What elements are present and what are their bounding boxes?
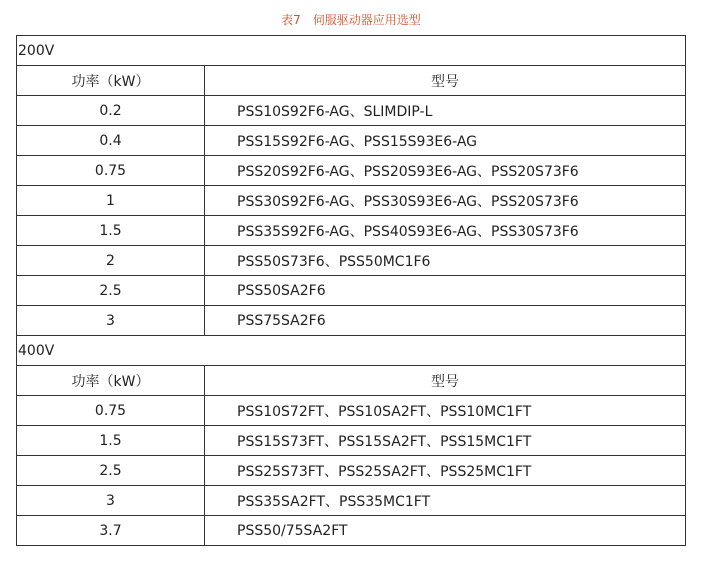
power-cell: 2: [17, 246, 205, 276]
model-cell: PSS15S92F6-AG、PSS15S93E6-AG: [205, 126, 686, 156]
section-row: [17, 36, 686, 66]
power-cell: 1.5: [17, 216, 205, 246]
model-header: 型号: [205, 66, 686, 96]
model-cell: PSS50S73F6、PSS50MC1F6: [205, 246, 686, 276]
power-cell: 1.5: [17, 426, 205, 456]
model-cell: PSS50/75SA2FT: [205, 516, 686, 546]
power-header: 功率（kW）: [17, 66, 205, 96]
table-row: [17, 516, 686, 546]
model-cell: PSS25S73FT、PSS25SA2FT、PSS25MC1FT: [205, 456, 686, 486]
section-label: 400V: [17, 336, 686, 366]
model-cell: PSS35SA2FT、PSS35MC1FT: [205, 486, 686, 516]
servo-driver-selection-table: [16, 35, 686, 546]
table-row: [17, 246, 686, 276]
power-cell: 0.2: [17, 96, 205, 126]
model-cell: PSS15S73FT、PSS15SA2FT、PSS15MC1FT: [205, 426, 686, 456]
power-cell: 3: [17, 486, 205, 516]
table-row: [17, 156, 686, 186]
power-cell: 3.7: [17, 516, 205, 546]
power-cell: 2.5: [17, 276, 205, 306]
model-cell: PSS10S92F6-AG、SLIMDIP-L: [205, 96, 686, 126]
power-cell: 0.75: [17, 156, 205, 186]
header-row: [17, 66, 686, 96]
header-row: [17, 366, 686, 396]
power-cell: 3: [17, 306, 205, 336]
model-cell: PSS50SA2F6: [205, 276, 686, 306]
table-row: [17, 126, 686, 156]
table-row: [17, 306, 686, 336]
table-row: [17, 396, 686, 426]
power-header: 功率（kW）: [17, 366, 205, 396]
model-cell: PSS20S92F6-AG、PSS20S93E6-AG、PSS20S73F6: [205, 156, 686, 186]
power-cell: 0.4: [17, 126, 205, 156]
model-cell: PSS30S92F6-AG、PSS30S93E6-AG、PSS20S73F6: [205, 186, 686, 216]
model-cell: PSS35S92F6-AG、PSS40S93E6-AG、PSS30S73F6: [205, 216, 686, 246]
table-body: [17, 36, 686, 546]
table-caption: 表7 伺服驱动器应用选型: [281, 13, 421, 27]
table-row: [17, 456, 686, 486]
power-cell: 2.5: [17, 456, 205, 486]
table-row: [17, 426, 686, 456]
power-cell: 1: [17, 186, 205, 216]
model-header: 型号: [205, 366, 686, 396]
table-row: [17, 216, 686, 246]
model-cell: PSS10S72FT、PSS10SA2FT、PSS10MC1FT: [205, 396, 686, 426]
table-row: [17, 486, 686, 516]
section-row: [17, 336, 686, 366]
table-row: [17, 96, 686, 126]
model-cell: PSS75SA2F6: [205, 306, 686, 336]
power-cell: 0.75: [17, 396, 205, 426]
table-row: [17, 186, 686, 216]
section-label: 200V: [17, 36, 686, 66]
table-row: [17, 276, 686, 306]
